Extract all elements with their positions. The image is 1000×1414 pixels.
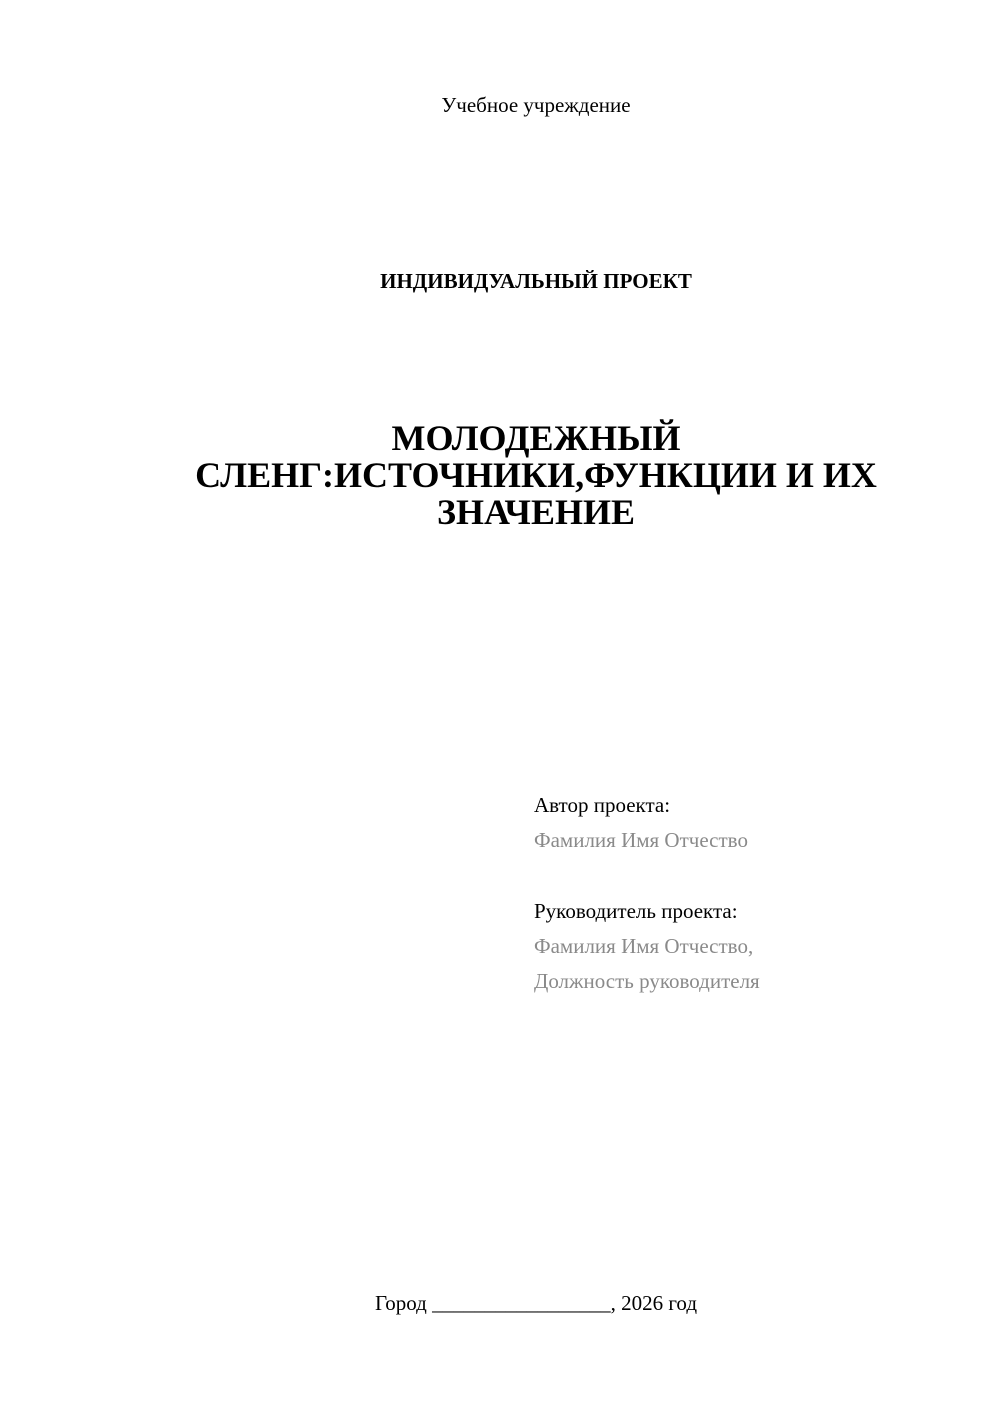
institution-name: Учебное учреждение <box>441 93 631 117</box>
project-title-line-3: ЗНАЧЕНИЕ <box>437 492 635 532</box>
supervisor-name: Фамилия Имя Отчество, <box>534 934 754 958</box>
project-title <box>150 420 922 531</box>
project-title-line-1: МОЛОДЕЖНЫЙ <box>391 418 681 458</box>
city-year-line: Город _________________, 2026 год <box>374 1291 698 1315</box>
supervisor-position: Должность руководителя <box>534 969 760 993</box>
project-credits <box>534 788 760 999</box>
project-title-line-2: СЛЕНГ:ИСТОЧНИКИ,ФУНКЦИИ И ИХ <box>195 455 877 495</box>
credits-spacer <box>534 858 760 894</box>
author-label: Автор проекта: <box>534 793 671 817</box>
author-name: Фамилия Имя Отчество <box>534 828 748 852</box>
supervisor-label: Руководитель проекта: <box>534 899 738 923</box>
document-type: ИНДИВИДУАЛЬНЫЙ ПРОЕКТ <box>380 269 692 293</box>
